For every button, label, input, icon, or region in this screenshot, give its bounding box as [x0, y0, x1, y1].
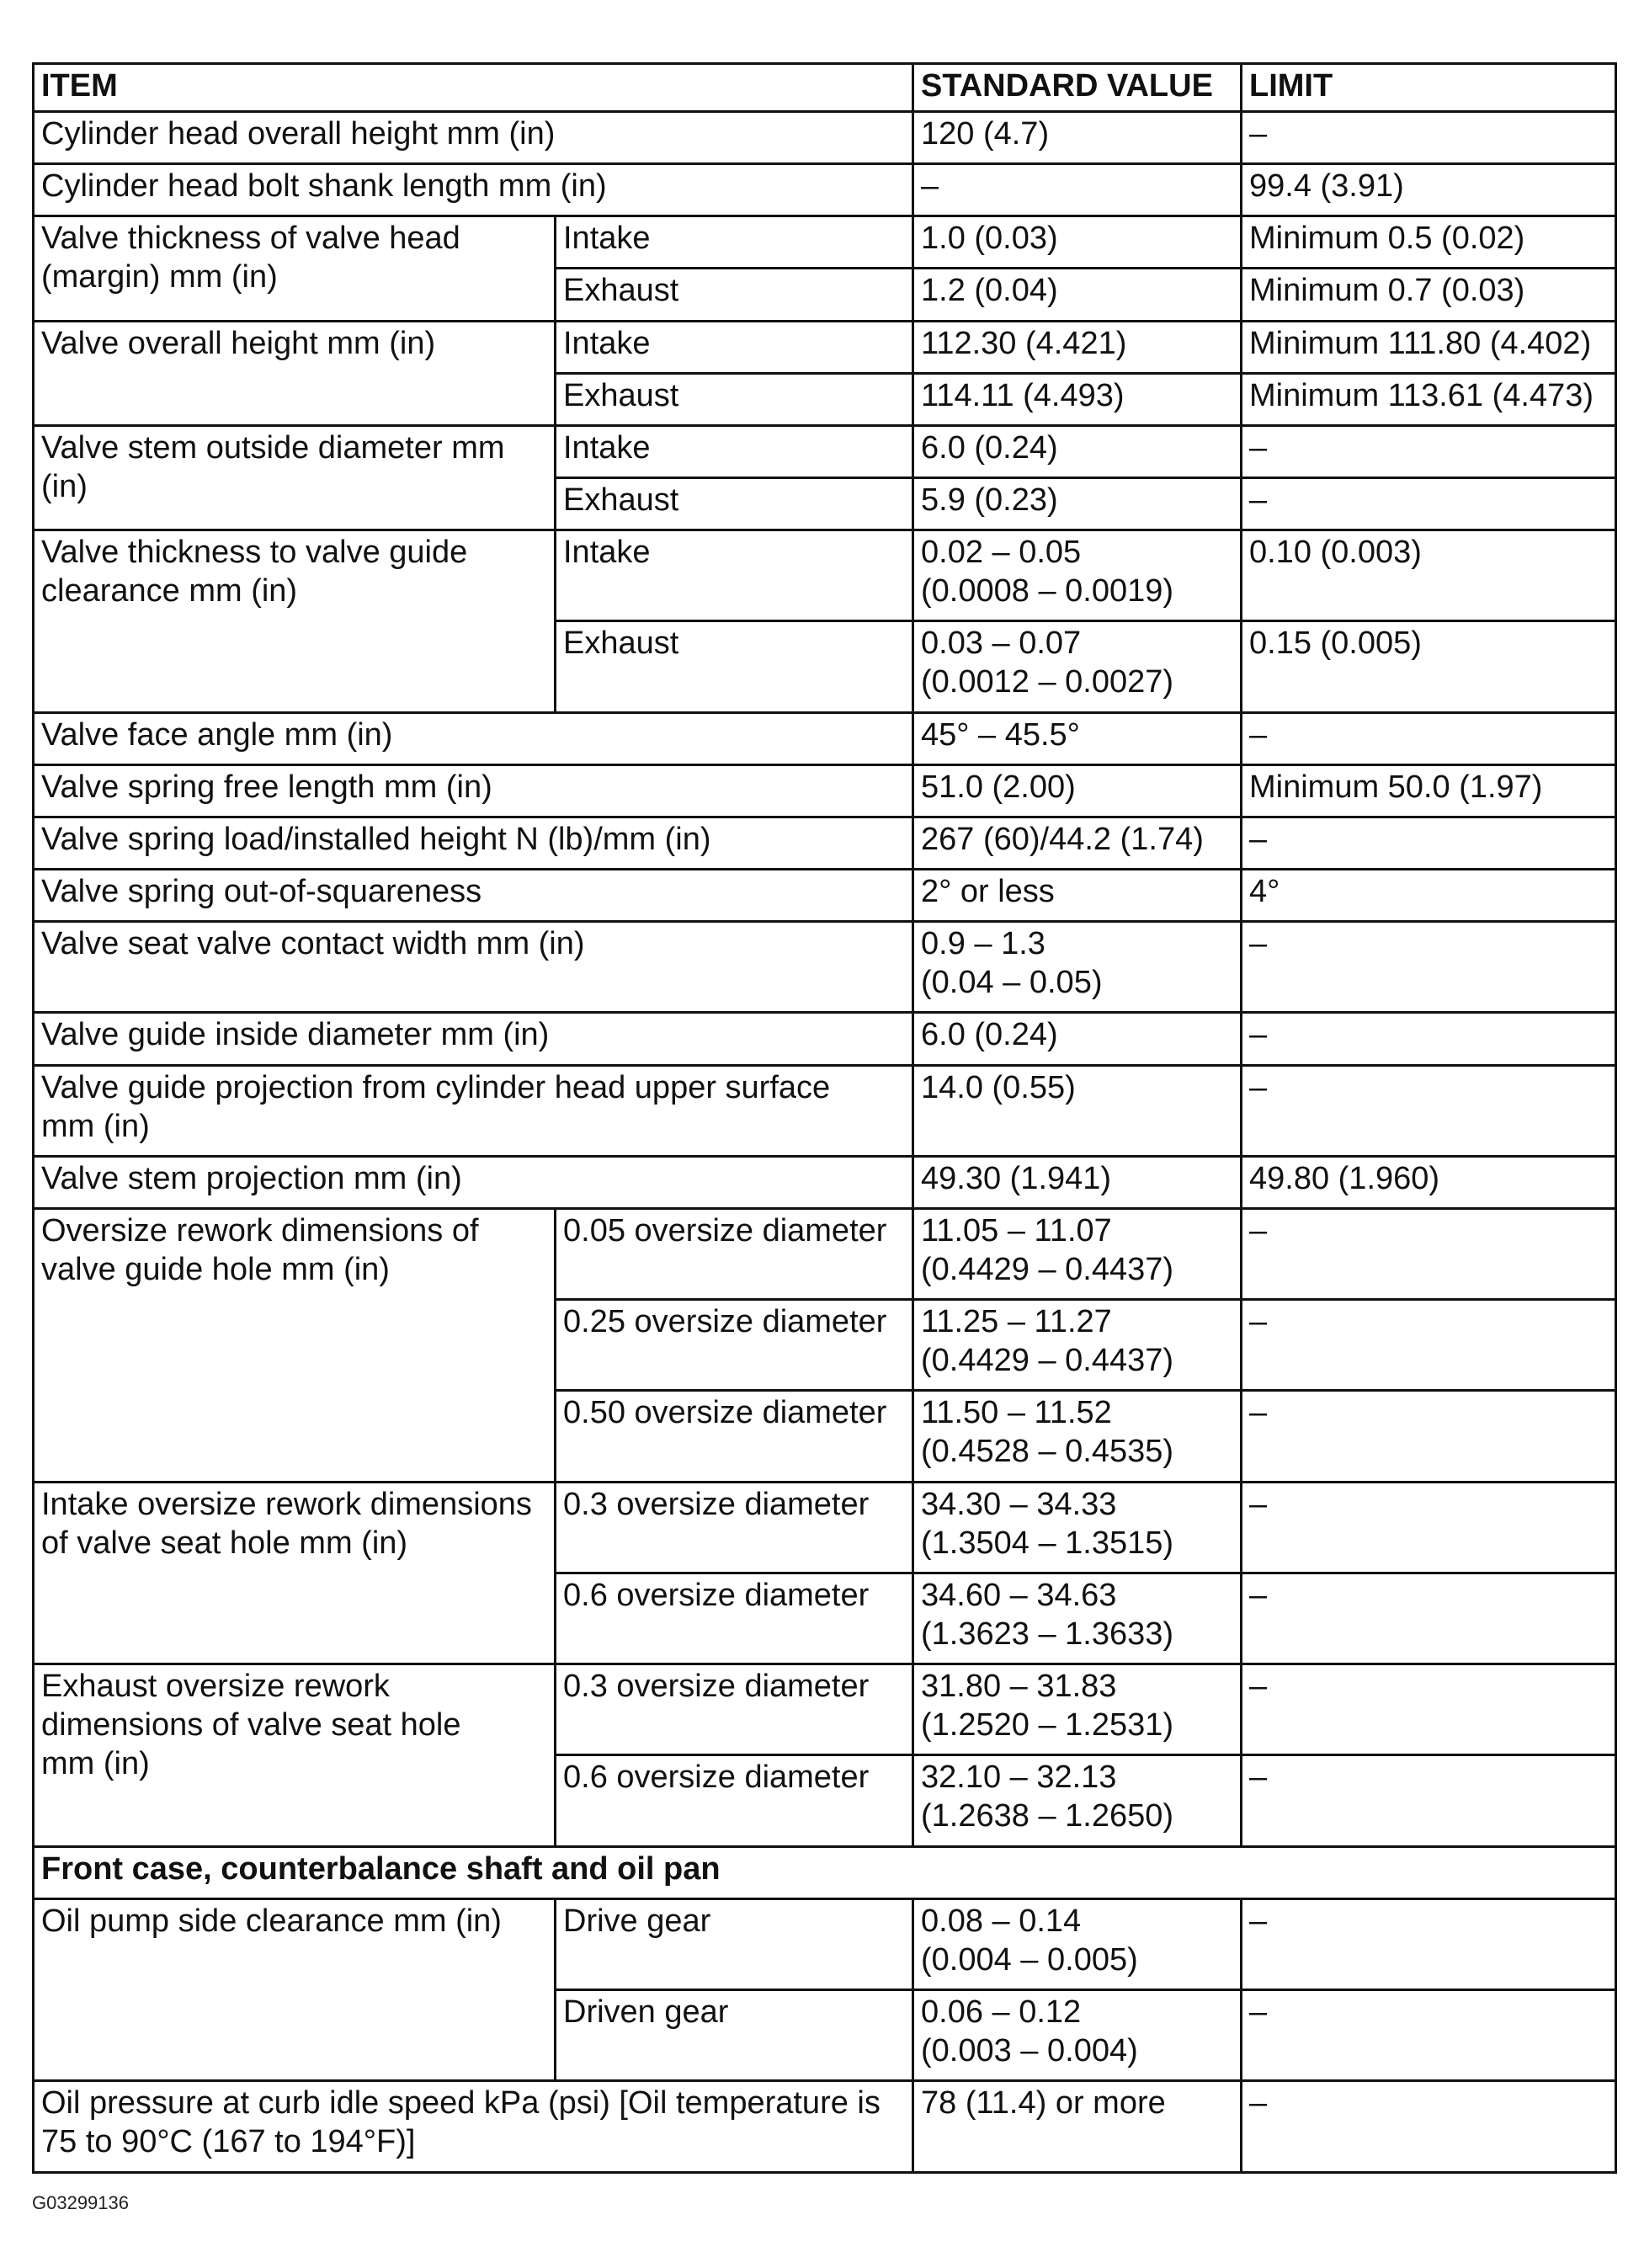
standard-value: 34.30 – 34.33 (1.3504 – 1.3515) [913, 1482, 1242, 1573]
limit-value: Minimum 50.0 (1.97) [1242, 764, 1616, 817]
limit-value: – [1242, 922, 1616, 1013]
standard-value: 120 (4.7) [913, 112, 1242, 164]
item-name: Intake oversize rework dimensions of valve seat hole mm (in) [34, 1482, 556, 1664]
table-header-row [34, 64, 1616, 112]
table-body [34, 112, 1616, 2173]
limit-value: 0.15 (0.005) [1242, 621, 1616, 712]
limit-value: – [1242, 425, 1616, 477]
standard-value: 51.0 (2.00) [913, 764, 1242, 817]
limit-value: – [1242, 1208, 1616, 1299]
standard-value: – [913, 164, 1242, 216]
table-row [34, 216, 1616, 269]
standard-value: 267 (60)/44.2 (1.74) [913, 817, 1242, 869]
item-name: Oil pressure at curb idle speed kPa (psi) [Oil temperature is 75 to 90°C (167 to 194°F)] [34, 2081, 913, 2173]
specification-table [32, 62, 1617, 2174]
table-row [34, 870, 1616, 922]
item-condition: Exhaust [556, 373, 913, 425]
item-name: Valve stem projection mm (in) [34, 1156, 913, 1208]
table-row [34, 1065, 1616, 1156]
limit-value: – [1242, 1664, 1616, 1755]
limit-value: – [1242, 112, 1616, 164]
table-row [34, 1208, 1616, 1299]
limit-value: Minimum 111.80 (4.402) [1242, 321, 1616, 373]
standard-value: 14.0 (0.55) [913, 1065, 1242, 1156]
item-name: Valve thickness of valve head (margin) mm (in) [34, 216, 556, 321]
item-condition: 0.6 oversize diameter [556, 1573, 913, 1664]
limit-value: – [1242, 1013, 1616, 1065]
table-row [34, 530, 1616, 621]
standard-value: 11.05 – 11.07 (0.4429 – 0.4437) [913, 1208, 1242, 1299]
item-name: Valve overall height mm (in) [34, 321, 556, 425]
table-row [34, 321, 1616, 373]
limit-value: – [1242, 1482, 1616, 1573]
item-name: Valve guide inside diameter mm (in) [34, 1013, 913, 1065]
limit-value: – [1242, 477, 1616, 530]
table-row [34, 817, 1616, 869]
table-row [34, 1482, 1616, 1573]
standard-value: 0.06 – 0.12 (0.003 – 0.004) [913, 1990, 1242, 2081]
item-condition: Intake [556, 321, 913, 373]
item-condition: Exhaust [556, 477, 913, 530]
item-condition: 0.25 oversize diameter [556, 1300, 913, 1391]
limit-value: 0.10 (0.003) [1242, 530, 1616, 621]
standard-value: 31.80 – 31.83 (1.2520 – 1.2531) [913, 1664, 1242, 1755]
table-row [34, 112, 1616, 164]
standard-value: 2° or less [913, 870, 1242, 922]
item-name: Valve stem outside diameter mm (in) [34, 425, 556, 530]
standard-value: 0.9 – 1.3 (0.04 – 0.05) [913, 922, 1242, 1013]
standard-value: 1.0 (0.03) [913, 216, 1242, 269]
standard-value: 6.0 (0.24) [913, 1013, 1242, 1065]
limit-value: – [1242, 1300, 1616, 1391]
table-row [34, 1013, 1616, 1065]
item-condition: Exhaust [556, 621, 913, 712]
limit-value: – [1242, 1065, 1616, 1156]
standard-value: 0.08 – 0.14 (0.004 – 0.005) [913, 1898, 1242, 1989]
item-name: Valve thickness to valve guide clearance mm (in) [34, 530, 556, 713]
item-condition: Intake [556, 216, 913, 269]
table-row [34, 164, 1616, 216]
item-name: Cylinder head overall height mm (in) [34, 112, 913, 164]
column-header-limit: LIMIT [1242, 64, 1616, 112]
item-name: Exhaust oversize rework dimensions of valve seat hole mm (in) [34, 1664, 556, 1847]
limit-value: – [1242, 2081, 1616, 2173]
standard-value: 78 (11.4) or more [913, 2081, 1242, 2173]
column-header-standard-value: STANDARD VALUE [913, 64, 1242, 112]
limit-value: – [1242, 1573, 1616, 1664]
limit-value: – [1242, 1391, 1616, 1482]
item-condition: 0.05 oversize diameter [556, 1208, 913, 1299]
item-condition: 0.50 oversize diameter [556, 1391, 913, 1482]
limit-value: – [1242, 817, 1616, 869]
standard-value: 0.02 – 0.05 (0.0008 – 0.0019) [913, 530, 1242, 621]
limit-value: Minimum 113.61 (4.473) [1242, 373, 1616, 425]
limit-value: 4° [1242, 870, 1616, 922]
item-condition: 0.3 oversize diameter [556, 1482, 913, 1573]
table-row [34, 2081, 1616, 2173]
item-name: Valve face angle mm (in) [34, 712, 913, 764]
item-name: Oil pump side clearance mm (in) [34, 1898, 556, 2081]
item-condition: Intake [556, 425, 913, 477]
section-heading: Front case, counterbalance shaft and oil pan [34, 1846, 1616, 1898]
standard-value: 11.25 – 11.27 (0.4429 – 0.4437) [913, 1300, 1242, 1391]
table-row [34, 1898, 1616, 1989]
standard-value: 5.9 (0.23) [913, 477, 1242, 530]
standard-value: 112.30 (4.421) [913, 321, 1242, 373]
item-name: Valve seat valve contact width mm (in) [34, 922, 913, 1013]
limit-value: – [1242, 1898, 1616, 1989]
limit-value: 49.80 (1.960) [1242, 1156, 1616, 1208]
section-row [34, 1846, 1616, 1898]
table-row [34, 1156, 1616, 1208]
limit-value: 99.4 (3.91) [1242, 164, 1616, 216]
item-condition: Intake [556, 530, 913, 621]
figure-id: G03299136 [32, 2192, 129, 2213]
item-condition: Exhaust [556, 269, 913, 321]
standard-value: 32.10 – 32.13 (1.2638 – 1.2650) [913, 1755, 1242, 1846]
item-name: Valve spring free length mm (in) [34, 764, 913, 817]
table-row [34, 425, 1616, 477]
table-row [34, 764, 1616, 817]
table-row [34, 922, 1616, 1013]
limit-value: – [1242, 712, 1616, 764]
item-condition: Driven gear [556, 1990, 913, 2081]
limit-value: Minimum 0.7 (0.03) [1242, 269, 1616, 321]
table-row [34, 1664, 1616, 1755]
standard-value: 0.03 – 0.07 (0.0012 – 0.0027) [913, 621, 1242, 712]
item-name: Cylinder head bolt shank length mm (in) [34, 164, 913, 216]
item-name: Valve guide projection from cylinder head upper surface mm (in) [34, 1065, 913, 1156]
standard-value: 114.11 (4.493) [913, 373, 1242, 425]
item-name: Oversize rework dimensions of valve guide hole mm (in) [34, 1208, 556, 1482]
standard-value: 49.30 (1.941) [913, 1156, 1242, 1208]
limit-value: – [1242, 1755, 1616, 1846]
standard-value: 45° – 45.5° [913, 712, 1242, 764]
item-name: Valve spring load/installed height N (lb)/mm (in) [34, 817, 913, 869]
column-header-item: ITEM [34, 64, 913, 112]
item-condition: Drive gear [556, 1898, 913, 1989]
table-row [34, 712, 1616, 764]
item-condition: 0.3 oversize diameter [556, 1664, 913, 1755]
limit-value: – [1242, 1990, 1616, 2081]
standard-value: 11.50 – 11.52 (0.4528 – 0.4535) [913, 1391, 1242, 1482]
standard-value: 6.0 (0.24) [913, 425, 1242, 477]
limit-value: Minimum 0.5 (0.02) [1242, 216, 1616, 269]
item-condition: 0.6 oversize diameter [556, 1755, 913, 1846]
item-name: Valve spring out-of-squareness [34, 870, 913, 922]
standard-value: 34.60 – 34.63 (1.3623 – 1.3633) [913, 1573, 1242, 1664]
standard-value: 1.2 (0.04) [913, 269, 1242, 321]
